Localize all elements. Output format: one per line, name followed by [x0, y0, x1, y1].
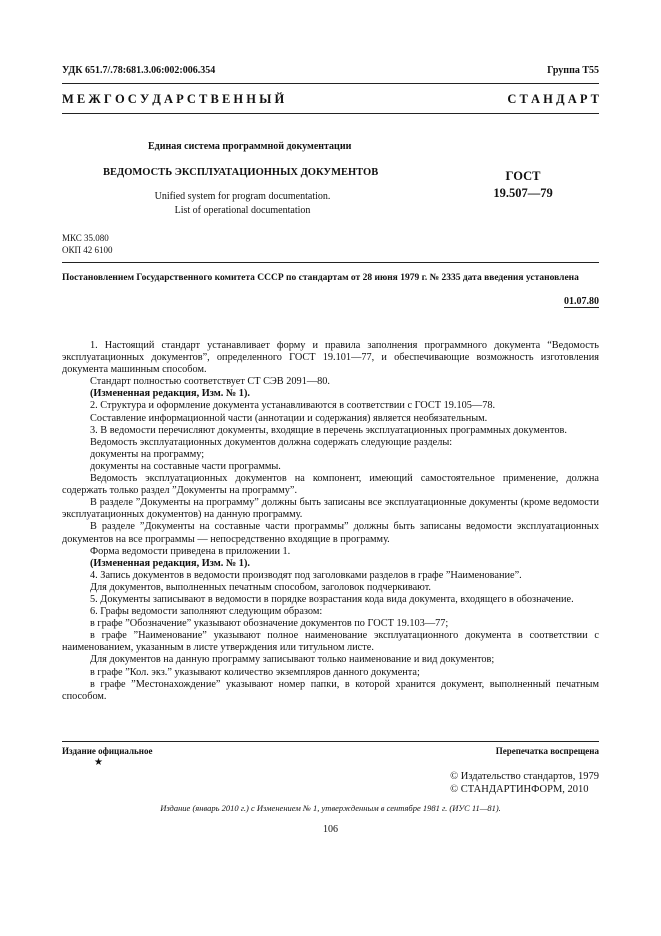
body-paragraph: в графе ”Наименование” указывают полное наименование эксплуатационного документа в соответствии с наименованием, указанным в листе утверждения или титульном листе.	[62, 630, 599, 654]
gost-number	[468, 168, 578, 202]
body-paragraph: 4. Запись документов в ведомости производят под заголовками разделов в графе ”Наименование”.	[90, 569, 522, 581]
okp-code: ОКП 42 6100	[62, 245, 113, 255]
body-paragraph: (Измененная редакция, Изм. № 1).	[90, 557, 250, 569]
classification-codes	[62, 232, 113, 256]
decree-top-rule	[62, 262, 599, 263]
english-title-line1: Unified system for program documentation.	[154, 191, 331, 202]
body-paragraph: документы на составные части программы.	[90, 460, 281, 472]
copyright-line2: © СТАНДАРТИНФОРМ, 2010	[450, 784, 589, 795]
copyright-block	[450, 770, 599, 796]
body-paragraph: 3. В ведомости перечисляют документы, входящие в перечень эксплуатационных программных документов.	[90, 424, 567, 436]
body-paragraph: 5. Документы записывают в ведомости в порядке возрастания кода вида документа, входящего в обозначение.	[90, 593, 574, 605]
body-paragraph: 6. Графы ведомости заполняют следующим образом:	[90, 606, 323, 618]
body-paragraph: Составление информационной части (аннотации и содержания) является необязательным.	[90, 412, 488, 424]
system-title: Единая система программной документации	[148, 141, 352, 152]
body-paragraph: Ведомость эксплуатационных документов на компонент, имеющий самостоятельное применение, должна содержать только раздел ”Документы на программу”.	[62, 473, 599, 497]
introduction-date: 01.07.80	[564, 296, 599, 307]
decree-text: Постановлением Государственного комитета СССР по стандартам от 28 июня 1979 г. № 2335 дата введения установлена	[62, 273, 579, 283]
body-paragraph: В разделе ”Документы на составные части программы” должны быть записаны ведомости эксплуатационных документов на все программы — непосредственно входящие в программу.	[62, 521, 599, 545]
group-code: Группа Т55	[547, 65, 599, 76]
document-title: ВЕДОМОСТЬ ЭКСПЛУАТАЦИОННЫХ ДОКУМЕНТОВ	[103, 167, 379, 178]
gost-label: ГОСТ	[505, 169, 541, 183]
body-paragraph: в графе ”Обозначение” указывают обозначение документов по ГОСТ 19.103—77;	[90, 618, 449, 630]
document-body	[62, 340, 599, 703]
gost-code: 19.507—79	[493, 186, 553, 200]
page-number: 106	[323, 824, 338, 835]
banner-bottom-rule	[62, 113, 599, 114]
reprint-prohibited-label: Перепечатка воспрещена	[495, 746, 599, 756]
body-paragraph: Форма ведомости приведена в приложении 1.	[90, 545, 291, 557]
standard-banner	[62, 92, 599, 107]
mks-code: МКС 35.080	[62, 233, 109, 243]
body-paragraph: Ведомость эксплуатационных документов должна содержать следующие разделы:	[90, 436, 453, 448]
body-paragraph: Для документов на данную программу записывают только наименование и вид документов;	[90, 654, 495, 666]
body-paragraph: (Измененная редакция, Изм. № 1).	[90, 388, 250, 400]
footer-rule	[62, 741, 599, 742]
official-edition-label: Издание официальное	[62, 746, 153, 756]
banner-word-standard: С Т А Н Д А Р Т	[507, 92, 599, 106]
body-paragraph: в графе ”Местонахождение” указывают номер папки, в которой хранится документ, выполненный печатным способом.	[62, 678, 599, 702]
star-icon: ★	[94, 757, 103, 768]
english-title-line2: List of operational documentation	[174, 205, 311, 216]
body-paragraph: в графе ”Кол. экз.” указывают количество экземпляров данного документа;	[90, 666, 420, 678]
udk-code: УДК 651.7/.78:681.3.06:002:006.354	[62, 65, 216, 76]
copyright-line1: © Издательство стандартов, 1979	[450, 771, 599, 782]
body-paragraph: 2. Структура и оформление документа устанавливаются в соответствии с ГОСТ 19.105—78.	[90, 400, 496, 412]
body-paragraph: документы на программу;	[90, 448, 205, 460]
body-paragraph: Для документов, выполненных печатным способом, заголовок подчеркивают.	[90, 581, 432, 593]
banner-word-interstate: М Е Ж Г О С У Д А Р С Т В Е Н Н Ы Й	[62, 92, 285, 106]
top-rule	[62, 83, 599, 84]
body-paragraph: В разделе ”Документы на программу” должны быть записаны все эксплуатационные документы (кроме ведомости эксплуатационных документов) на данную программу.	[62, 497, 599, 521]
english-title	[130, 190, 355, 218]
body-paragraph: Стандарт полностью соответствует СТ СЭВ 2091—80.	[90, 376, 331, 388]
edition-note: Издание (январь 2010 г.) с Изменением № 1, утвержденным в сентябре 1981 г. (ИУС 11—81).	[160, 803, 501, 813]
body-paragraph: 1. Настоящий стандарт устанавливает форму и правила заполнения программного документа “Ведомость эксплуатационных документов”, определенного ГОСТ 19.101—77, и обеспечивающие возможность изготовления документа машинным способом.	[62, 340, 599, 376]
